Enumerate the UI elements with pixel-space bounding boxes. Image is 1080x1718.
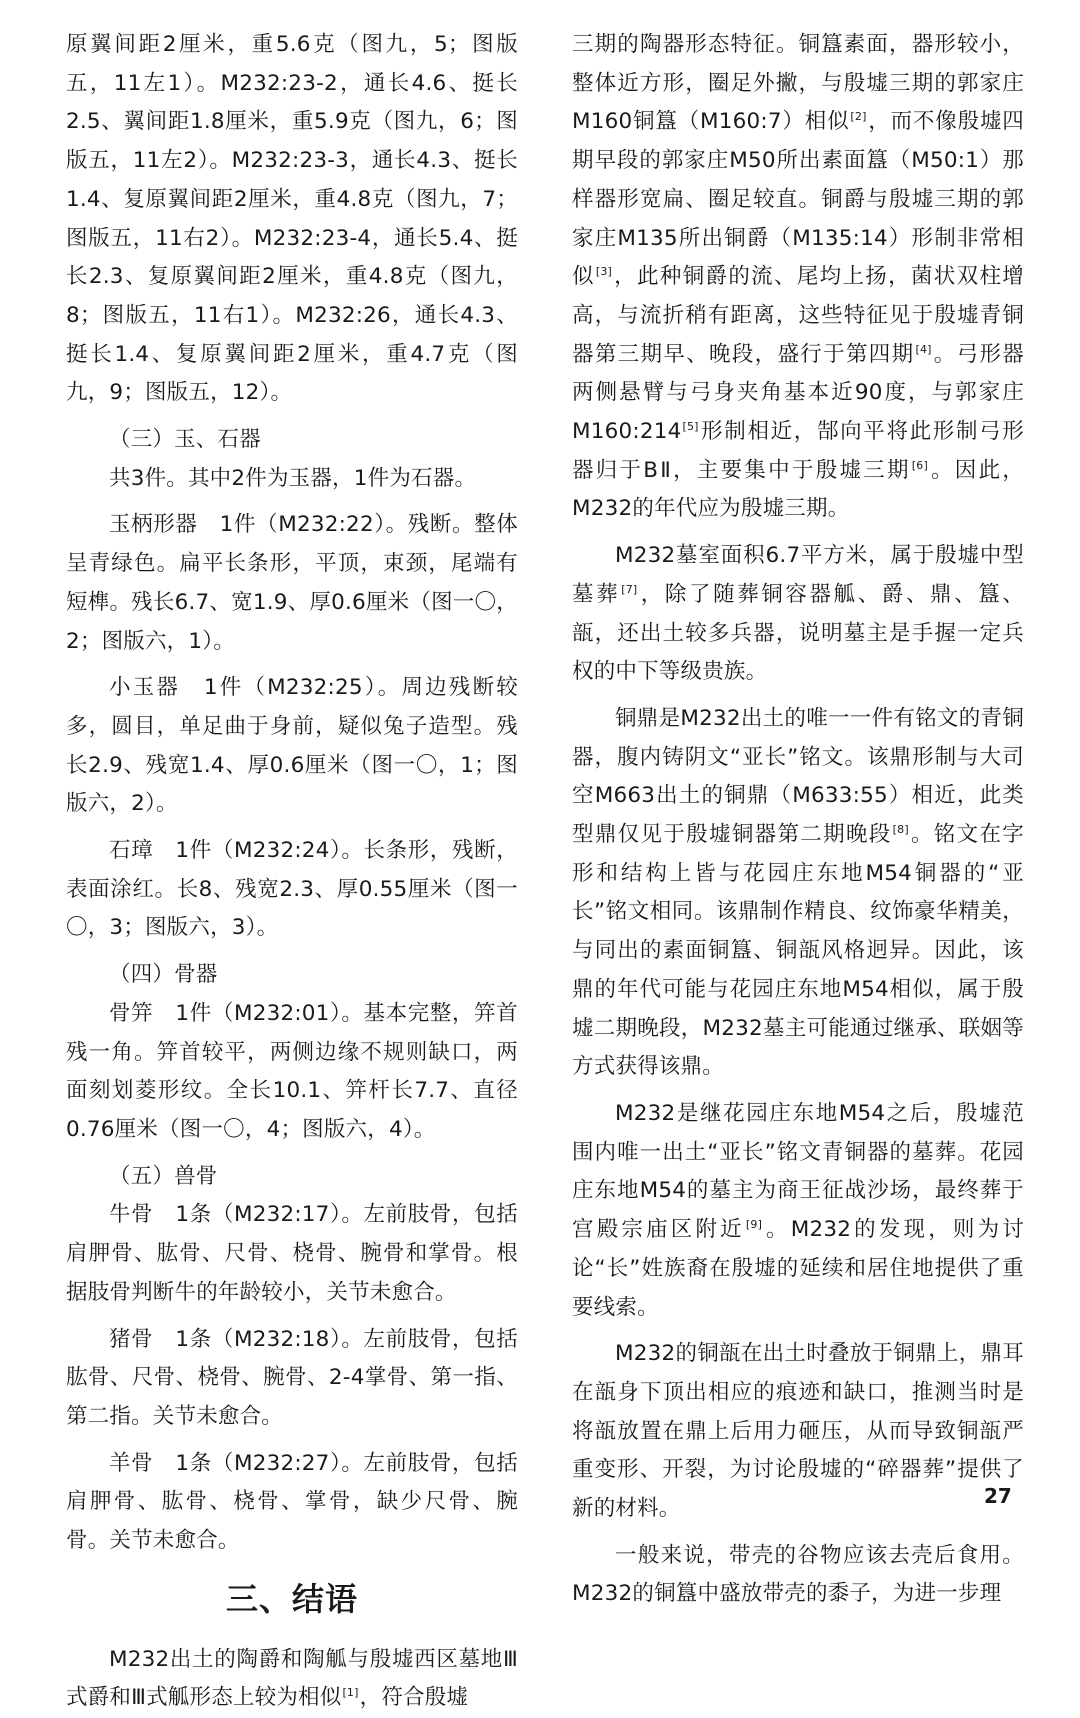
- paragraph-stone-zhang: 石璋 1件（M232:24）。长条形，残断，表面涂红。长8、残宽2.3、厚0.55厘米（图一〇，3；图版六，3）。: [66, 838, 518, 941]
- text-run: 。M232的发现，则为讨论“长”姓族裔在殷墟的延续和居住地提供了重要线索。: [572, 1217, 1024, 1320]
- text-run: M232是继花园庄东地M54之后，殷墟范围内唯一出土“亚长”铭文青铜器的墓葬。花园庄东地M54的墓主为商王征战沙场，最终葬于宫殿宗庙区附近: [572, 1100, 1024, 1243]
- text-run: ，而不像殷墟四期早段的郭家庄M50所出素面簋（M50:1）那样器形宽扁、圈足较直。铜爵与殷墟三期的郭家庄M135所出铜爵（M135:14）形制非常相似: [572, 109, 1024, 290]
- paragraph-jade-stone-count: 共3件。其中2件为玉器，1件为石器。: [109, 465, 477, 491]
- text-run: ，此种铜爵的流、尾均上扬，菌状双柱增高，与流折稍有距离，这些特征见于殷墟青铜器第三期早、晚段，盛行于第四期: [572, 264, 1025, 367]
- paragraph-jade-handle: 玉柄形器 1件（M232:22）。残断。整体呈青绿色。扁平长条形，平顶，束颈，尾端有短榫。残长6.7、宽1.9、厚0.6厘米（图一〇，2；图版六，1）。: [66, 512, 518, 654]
- text-run: M232出土的陶爵和陶觚与殷墟西区墓地Ⅲ式爵和Ⅲ式觚形态上较为相似: [66, 1646, 518, 1711]
- text-run: 形制相近，郜向平将此形制弓形器归于BⅡ，主要集中于殷墟三期: [572, 419, 1024, 483]
- paragraph-yachang-inscription: [572, 1095, 1024, 1327]
- section-heading-animal-bones: （五）兽骨: [109, 1163, 218, 1189]
- footnote-ref[interactable]: [8]: [892, 823, 909, 837]
- text-run: 铜鼎是M232出土的唯一一件有铭文的青铜器，腹内铸阴文“亚长”铭文。该鼎形制与大司空M663出土的铜鼎（M633:55）相近，此类型鼎仅见于殷墟铜器第二期晚段: [572, 705, 1024, 848]
- paragraph-arrowhead-continued: 原翼间距2厘米，重5.6克（图九，5；图版五，11左1）。M232:23-2，通长4.6、挺长2.5、翼间距1.8厘米，重5.9克（图九，6；图版五，11左2）。M232:23-3，通长4.3、挺长1.4、复原翼间距2厘米，重4.8克（图九，7；图版五，11右2）。M232:23-4，通长5.4、挺长2.3、复原翼间距2厘米，重4.8克（图九，8；图版五，11右1）。M232:26，通长4.3、挺长1.4、复原翼间距2厘米，重4.7克（图九，9；图版五，12）。: [66, 32, 518, 406]
- left-column: [66, 26, 518, 1718]
- paragraph-small-jade: 小玉器 1件（M232:25）。周边残断较多，圆目，单足曲于身前，疑似兔子造型。残长2.9、残宽1.4、厚0.6厘米（图一〇，1；图版六，2）。: [66, 675, 518, 817]
- footnote-ref[interactable]: [6]: [911, 458, 928, 472]
- footnote-ref[interactable]: [4]: [915, 342, 932, 356]
- footnote-ref[interactable]: [2]: [850, 110, 867, 124]
- right-column: [572, 26, 1024, 1614]
- text-run: 。弓形器两侧悬臂与弓身夹角基本近90度，与郭家庄M160:214: [572, 341, 1024, 445]
- paragraph-millet: 一般来说，带壳的谷物应该去壳后食用。M232的铜簋中盛放带壳的黍子，为进一步理: [572, 1542, 1024, 1607]
- text-run: ，符合殷墟: [359, 1685, 469, 1711]
- paragraph-tomb-owner: [572, 537, 1024, 692]
- section-heading-jade-stone: （三）玉、石器: [109, 427, 261, 453]
- footnote-ref[interactable]: [3]: [595, 265, 613, 279]
- paragraph-conclusion-start: [66, 1641, 518, 1718]
- paragraph-cattle-bone: 牛骨 1条（M232:17）。左前肢骨，包括肩胛骨、肱骨、尺骨、桡骨、腕骨和掌骨。根据肢骨判断牛的年龄较小，关节未愈合。: [66, 1202, 518, 1305]
- page-number: 27: [984, 1484, 1012, 1508]
- footnote-ref[interactable]: [5]: [682, 420, 699, 434]
- paragraph-bone-hairpin: 骨笄 1件（M232:01）。基本完整，笄首残一角。笄首较平，两侧边缘不规则缺口，两面刻划菱形纹。全长10.1、笄杆长7.7、直径0.76厘米（图一〇，4；图版六，4）。: [66, 1000, 518, 1142]
- paragraph-dating: [572, 26, 1024, 529]
- paragraph-broken-vessel-burial: M232的铜瓿在出土时叠放于铜鼎上，鼎耳在瓿身下顶出相应的痕迹和缺口，推测当时是将瓿放置在鼎上后用力砸压，从而导致铜瓿严重变形、开裂，为讨论殷墟的“碎器葬”提供了新的材料。: [572, 1341, 1024, 1522]
- footnote-ref[interactable]: [7]: [621, 582, 638, 596]
- text-run: ，除了随葬铜容器觚、爵、鼎、簋、瓿，还出土较多兵器，说明墓主是手握一定兵权的中下等级贵族。: [572, 581, 1024, 685]
- section-heading-bone-artifacts: （四）骨器: [109, 962, 218, 988]
- paragraph-pig-bone: 猪骨 1条（M232:18）。左前肢骨，包括肱骨、尺骨、桡骨、腕骨、2-4掌骨、第一指、第二指。关节未愈合。: [66, 1326, 518, 1429]
- text-run: 。铭文在字形和结构上皆与花园庄东地M54铜器的“亚长”铭文相同。该鼎制作精良、纹饰豪华精美，与同出的素面铜簋、铜瓿风格迥异。因此，该鼎的年代可能与花园庄东地M54相似，属于殷墟二期晚段，M232墓主可能通过继承、联姻等方式获得该鼎。: [572, 822, 1024, 1080]
- section-heading-conclusion: 三、结语: [225, 1579, 358, 1618]
- text-run: 。因此，M232的年代应为殷墟三期。: [572, 457, 1024, 522]
- text-run: 三期的陶器形态特征。铜簋素面，器形较小，整体近方形，圈足外撇，与殷墟三期的郭家庄M160铜簋（M160:7）相似: [572, 32, 1024, 135]
- text-run: M232墓室面积6.7平方米，属于殷墟中型墓葬: [572, 543, 1024, 607]
- footnote-ref[interactable]: [9]: [745, 1218, 763, 1232]
- paragraph-sheep-bone: 羊骨 1条（M232:27）。左前肢骨，包括肩胛骨、肱骨、桡骨、掌骨，缺少尺骨、腕骨。关节未愈合。: [66, 1450, 518, 1554]
- footnote-ref[interactable]: [1]: [342, 1686, 359, 1700]
- paragraph-bronze-ding: [572, 700, 1024, 1087]
